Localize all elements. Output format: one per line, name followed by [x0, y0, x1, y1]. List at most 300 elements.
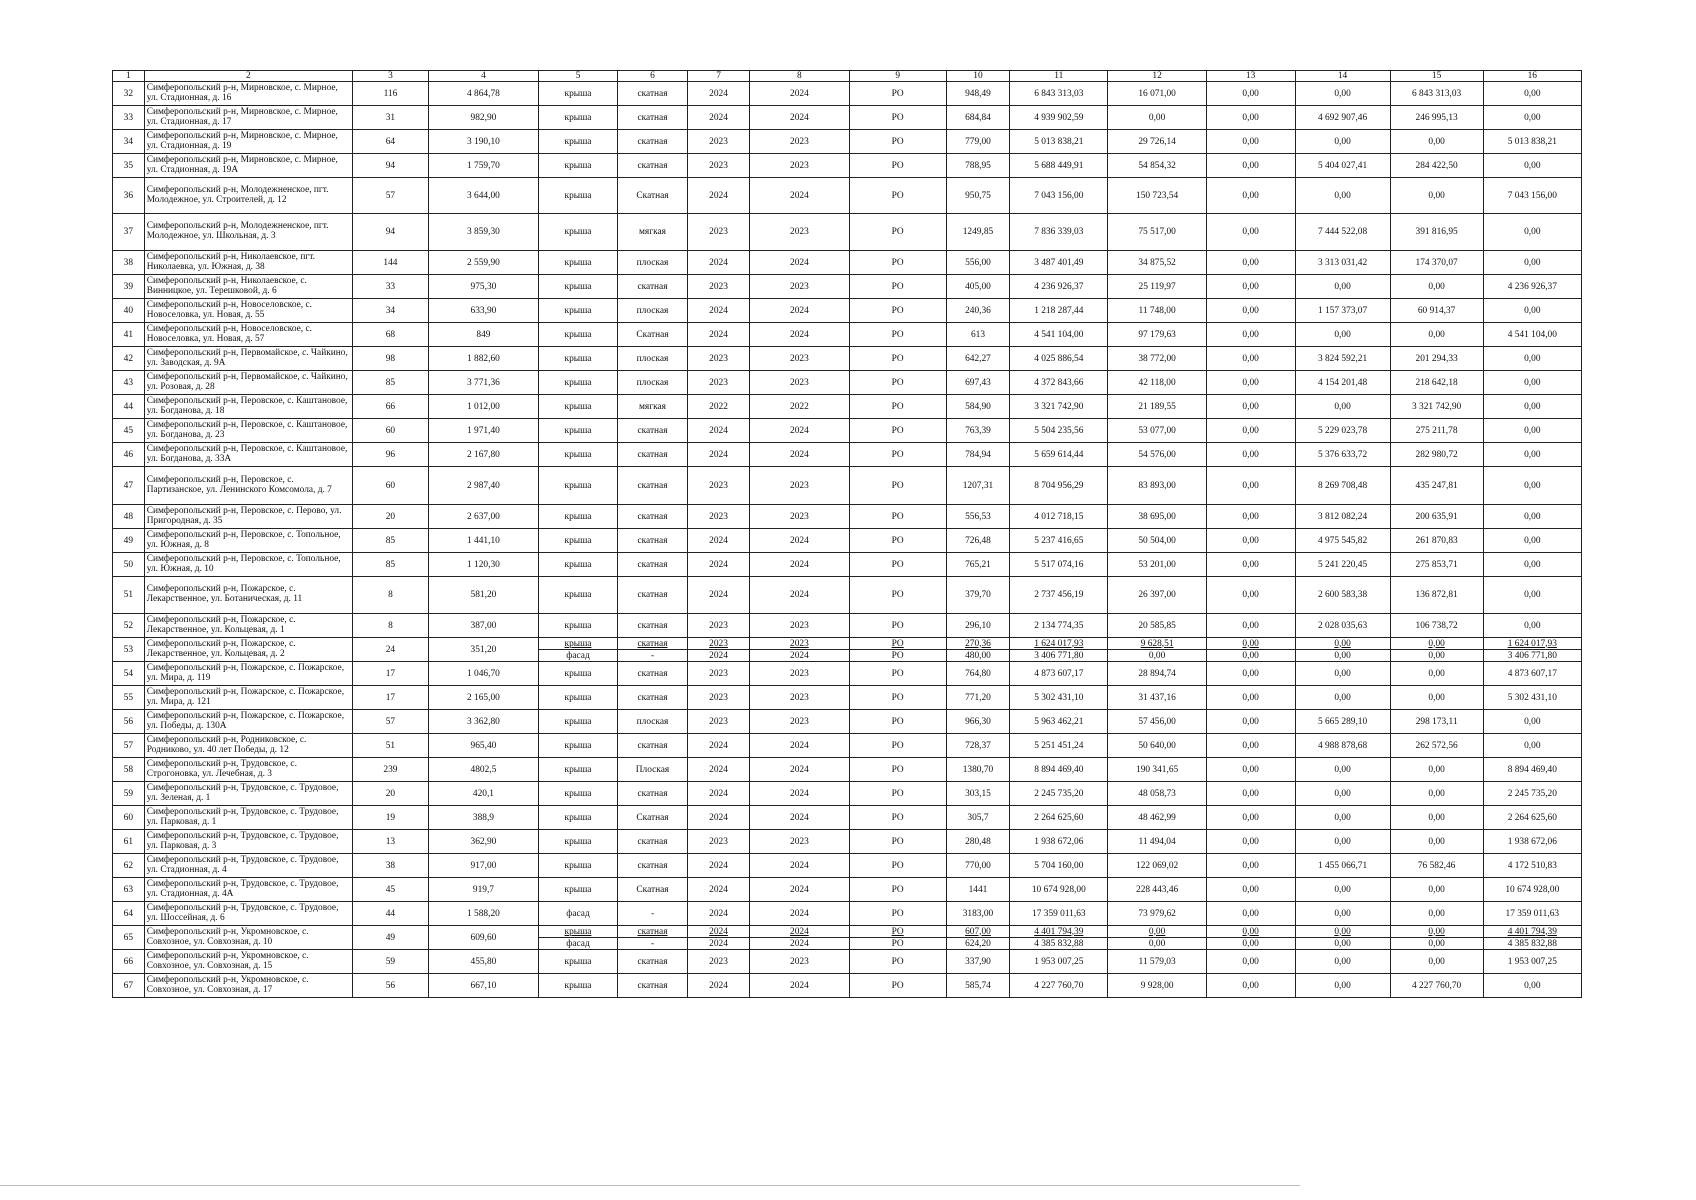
address-cell: Симферопольский р-н, Мирновское, с. Мирное, ул. Стадионная, д. 17 — [144, 106, 352, 130]
table-cell: РО — [849, 130, 946, 154]
table-cell: 2023 — [687, 662, 749, 686]
address-cell: Симферопольский р-н, Пожарское, с. Лекарственное, ул. Ботаническая, д. 11 — [144, 577, 352, 614]
table-cell: 0,00 — [1295, 686, 1390, 710]
roof-subrow-value: 4 401 794,39 — [1034, 926, 1084, 937]
table-cell: 455,80 — [428, 950, 538, 974]
table-cell: 3 313 031,42 — [1295, 251, 1390, 275]
table-cell: 2024 — [687, 577, 749, 614]
column-number-cell: 3 — [352, 71, 428, 82]
table-cell: скатная — [618, 443, 688, 467]
table-cell: 1 441,10 — [428, 529, 538, 553]
table-cell: 788,95 — [946, 154, 1009, 178]
table-cell: 85 — [352, 371, 428, 395]
table-cell: 34 875,52 — [1108, 251, 1206, 275]
table-cell: РО — [849, 878, 946, 902]
table-row — [113, 758, 1582, 782]
table-cell: 218 642,18 — [1390, 371, 1483, 395]
table-row — [113, 395, 1582, 419]
table-row — [113, 154, 1582, 178]
table-cell: 2023 — [687, 710, 749, 734]
table-cell: 0,00 — [1295, 395, 1390, 419]
table-row — [113, 419, 1582, 443]
table-cell: 19 — [352, 806, 428, 830]
table-cell: 5 688 449,91 — [1010, 154, 1108, 178]
table-cell: РО — [849, 214, 946, 251]
table-cell: 246 995,13 — [1390, 106, 1483, 130]
table-cell: 965,40 — [428, 734, 538, 758]
table-cell: 94 — [352, 214, 428, 251]
column-number-cell: 13 — [1206, 71, 1295, 82]
address-cell: Симферопольский р-н, Мирновское, с. Мирное, ул. Стадионная, д. 16 — [144, 82, 352, 106]
table-cell: 44 — [352, 902, 428, 926]
table-cell: 642,27 — [946, 347, 1009, 371]
table-cell: РО — [849, 299, 946, 323]
table-cell: скатная — [618, 974, 688, 998]
table-cell: фасад — [538, 902, 617, 926]
roof-subrow-value: 0,00 — [1334, 926, 1351, 937]
table-cell: 59 — [352, 950, 428, 974]
address-cell: Симферопольский р-н, Укромновское, с. Совхозное, ул. Совхозная, д. 10 — [144, 926, 352, 950]
table-cell: 556,53 — [946, 505, 1009, 529]
table-cell: крыша — [538, 830, 617, 854]
table-cell: 94 — [352, 154, 428, 178]
table-cell: 2023 — [687, 950, 749, 974]
table-cell: 38 772,00 — [1108, 347, 1206, 371]
table-row — [113, 806, 1582, 830]
table-cell: 2023 — [750, 710, 849, 734]
table-cell: 2024 — [750, 878, 849, 902]
table-cell: крыша — [538, 467, 617, 505]
table-cell: 2024 — [750, 323, 849, 347]
table-cell: 33 — [113, 106, 145, 130]
table-cell: 56 — [352, 974, 428, 998]
table-cell: 239 — [352, 758, 428, 782]
split-cell — [538, 638, 617, 662]
split-cell — [1483, 638, 1581, 662]
table-cell: 728,37 — [946, 734, 1009, 758]
table-cell: 379,70 — [946, 577, 1009, 614]
table-cell: 83 893,00 — [1108, 467, 1206, 505]
table-cell: 20 — [352, 505, 428, 529]
table-cell: 4 025 886,54 — [1010, 347, 1108, 371]
table-row — [113, 734, 1582, 758]
table-cell: крыша — [538, 347, 617, 371]
table-cell: 0,00 — [1206, 974, 1295, 998]
column-number-cell: 9 — [849, 71, 946, 82]
table-cell: 37 — [113, 214, 145, 251]
table-cell: 0,00 — [1483, 974, 1581, 998]
table-cell: 2024 — [687, 854, 749, 878]
table-cell: 284 422,50 — [1390, 154, 1483, 178]
table-cell: 2024 — [687, 806, 749, 830]
table-cell: 2023 — [750, 614, 849, 638]
table-cell: 57 456,00 — [1108, 710, 1206, 734]
address-cell: Симферопольский р-н, Перовское, с. Топольное, ул. Южная, д. 10 — [144, 553, 352, 577]
table-cell: 2023 — [750, 347, 849, 371]
table-cell: РО — [849, 443, 946, 467]
table-cell: 66 — [352, 395, 428, 419]
table-cell: 765,21 — [946, 553, 1009, 577]
table-cell: 3 321 742,90 — [1010, 395, 1108, 419]
table-cell: 0,00 — [1206, 758, 1295, 782]
table-cell: 275 853,71 — [1390, 553, 1483, 577]
table-cell: крыша — [538, 299, 617, 323]
table-cell: крыша — [538, 251, 617, 275]
table-cell: 2023 — [687, 505, 749, 529]
table-cell: крыша — [538, 505, 617, 529]
table-cell: крыша — [538, 154, 617, 178]
table-cell: скатная — [618, 529, 688, 553]
table-cell: 26 397,00 — [1108, 577, 1206, 614]
table-cell: 0,00 — [1206, 950, 1295, 974]
table-cell: 303,15 — [946, 782, 1009, 806]
table-row — [113, 178, 1582, 214]
table-cell: 0,00 — [1295, 830, 1390, 854]
table-cell: 190 341,65 — [1108, 758, 1206, 782]
table-cell: 0,00 — [1390, 902, 1483, 926]
table-cell: 0,00 — [1206, 419, 1295, 443]
table-cell: крыша — [538, 82, 617, 106]
table-cell: 435 247,81 — [1390, 467, 1483, 505]
table-cell: 2023 — [687, 686, 749, 710]
table-cell: Скатная — [618, 878, 688, 902]
table-cell: 0,00 — [1206, 106, 1295, 130]
table-cell: 0,00 — [1295, 878, 1390, 902]
table-cell: 337,90 — [946, 950, 1009, 974]
table-cell: крыша — [538, 758, 617, 782]
table-cell: 0,00 — [1206, 830, 1295, 854]
split-cell — [618, 638, 688, 662]
table-cell: 3 812 082,24 — [1295, 505, 1390, 529]
table-cell: крыша — [538, 395, 617, 419]
table-cell: 2024 — [750, 178, 849, 214]
table-cell: 47 — [113, 467, 145, 505]
table-cell: 48 — [113, 505, 145, 529]
table-row — [113, 686, 1582, 710]
table-cell: 5 302 431,10 — [1010, 686, 1108, 710]
table-cell: 49 — [113, 529, 145, 553]
table-cell: крыша — [538, 130, 617, 154]
table-cell: 784,94 — [946, 443, 1009, 467]
facade-subrow-value: РО — [850, 649, 946, 661]
split-cell — [618, 926, 688, 950]
table-cell: 3 487 401,49 — [1010, 251, 1108, 275]
table-cell: РО — [849, 734, 946, 758]
address-cell: Симферопольский р-н, Первомайское, с. Чайкино, ул. Розовая, д. 28 — [144, 371, 352, 395]
roof-subrow-value: 0,00 — [1148, 926, 1166, 937]
table-cell: 59 — [113, 782, 145, 806]
table-cell: 351,20 — [428, 638, 538, 662]
table-cell: 2023 — [750, 275, 849, 299]
table-cell: 0,00 — [1483, 529, 1581, 553]
roof-subrow-value: 1 624 017,93 — [1034, 638, 1084, 649]
table-cell: РО — [849, 974, 946, 998]
table-cell: 2024 — [750, 529, 849, 553]
table-cell: крыша — [538, 734, 617, 758]
table-cell: Скатная — [618, 806, 688, 830]
table-cell: скатная — [618, 782, 688, 806]
table-cell: крыша — [538, 419, 617, 443]
table-cell: 697,43 — [946, 371, 1009, 395]
address-cell: Симферопольский р-н, Пожарское, с. Лекарственное, ул. Кольцевая, д. 2 — [144, 638, 352, 662]
facade-subrow-value: 0,00 — [1296, 937, 1390, 949]
table-cell: РО — [849, 251, 946, 275]
table-cell: скатная — [618, 82, 688, 106]
table-cell: 2024 — [687, 419, 749, 443]
table-cell: крыша — [538, 710, 617, 734]
table-cell: 0,00 — [1206, 251, 1295, 275]
table-cell: 42 — [113, 347, 145, 371]
table-cell: 60 — [352, 467, 428, 505]
table-cell: 0,00 — [1206, 902, 1295, 926]
table-cell: 2 245 735,20 — [1483, 782, 1581, 806]
table-cell: мягкая — [618, 214, 688, 251]
table-cell: 298 173,11 — [1390, 710, 1483, 734]
table-cell: 0,00 — [1390, 275, 1483, 299]
table-cell: 52 — [113, 614, 145, 638]
table-cell: 8 894 469,40 — [1483, 758, 1581, 782]
address-cell: Симферопольский р-н, Трудовское, с. Трудовое, ул. Шоссейная, д. 6 — [144, 902, 352, 926]
table-cell: 771,20 — [946, 686, 1009, 710]
table-cell: 975,30 — [428, 275, 538, 299]
facade-subrow-value: 3 406 771,80 — [1010, 649, 1107, 661]
split-cell — [1010, 926, 1108, 950]
facade-subrow-value: 2024 — [750, 937, 848, 949]
table-cell: 2024 — [750, 974, 849, 998]
table-cell: 0,00 — [1390, 878, 1483, 902]
table-cell: 2024 — [750, 419, 849, 443]
table-cell: 2023 — [687, 371, 749, 395]
table-cell: 25 119,97 — [1108, 275, 1206, 299]
table-cell: 0,00 — [1206, 553, 1295, 577]
table-cell: 296,10 — [946, 614, 1009, 638]
table-cell: крыша — [538, 782, 617, 806]
table-cell: 0,00 — [1206, 395, 1295, 419]
roof-subrow-value: 2023 — [709, 638, 728, 649]
table-cell: 17 — [352, 686, 428, 710]
table-cell: 4 227 760,70 — [1390, 974, 1483, 998]
roof-subrow-value: 270,36 — [965, 638, 991, 649]
address-cell: Симферопольский р-н, Укромновское, с. Совхозное, ул. Совхозная, д. 15 — [144, 950, 352, 974]
roof-subrow-value: 0,00 — [1334, 638, 1351, 649]
table-cell: 17 359 011,63 — [1483, 902, 1581, 926]
table-cell: 2024 — [750, 758, 849, 782]
table-cell: 7 836 339,03 — [1010, 214, 1108, 251]
address-cell: Симферопольский р-н, Мирновское, с. Мирное, ул. Стадионная, д. 19А — [144, 154, 352, 178]
table-row — [113, 782, 1582, 806]
table-cell: крыша — [538, 950, 617, 974]
table-cell: 919,7 — [428, 878, 538, 902]
split-cell — [1295, 638, 1390, 662]
split-cell — [750, 638, 849, 662]
table-cell: 0,00 — [1390, 782, 1483, 806]
table-cell: 2024 — [750, 902, 849, 926]
roof-subrow-value: 4 401 794,39 — [1507, 926, 1557, 937]
table-cell: 2023 — [687, 830, 749, 854]
table-cell: 1 120,30 — [428, 553, 538, 577]
table-cell: 261 870,83 — [1390, 529, 1483, 553]
table-cell: 0,00 — [1206, 662, 1295, 686]
table-cell: 8 894 469,40 — [1010, 758, 1108, 782]
facade-subrow-value: фасад — [539, 649, 617, 661]
table-cell: 5 504 235,56 — [1010, 419, 1108, 443]
roof-subrow-value: 607,00 — [965, 926, 991, 937]
table-cell: 0,00 — [1483, 251, 1581, 275]
table-cell: 53 201,00 — [1108, 553, 1206, 577]
table-cell: 613 — [946, 323, 1009, 347]
table-cell: 2024 — [750, 553, 849, 577]
split-cell — [1108, 926, 1206, 950]
table-cell: 38 — [352, 854, 428, 878]
table-cell: 0,00 — [1206, 214, 1295, 251]
table-cell: 0,00 — [1108, 106, 1206, 130]
table-cell: 1 046,70 — [428, 662, 538, 686]
table-cell: РО — [849, 395, 946, 419]
split-cell — [1010, 638, 1108, 662]
table-cell: 5 013 838,21 — [1483, 130, 1581, 154]
facade-subrow-value: 0,00 — [1391, 649, 1483, 661]
column-number-cell: 15 — [1390, 71, 1483, 82]
column-number-cell: 5 — [538, 71, 617, 82]
table-cell: 0,00 — [1206, 154, 1295, 178]
table-cell: 4 541 104,00 — [1483, 323, 1581, 347]
table-cell: 3 644,00 — [428, 178, 538, 214]
address-cell: Симферопольский р-н, Николаевское, пгт. Николаевка, ул. Южная, д. 38 — [144, 251, 352, 275]
table-cell: 2024 — [750, 782, 849, 806]
table-cell: 44 — [113, 395, 145, 419]
table-cell: скатная — [618, 950, 688, 974]
table-cell: крыша — [538, 974, 617, 998]
table-cell: 2 264 625,60 — [1010, 806, 1108, 830]
table-cell: 2024 — [687, 902, 749, 926]
facade-subrow-value: 3 406 771,80 — [1484, 649, 1581, 661]
split-cell — [1206, 638, 1295, 662]
address-cell: Симферопольский р-н, Пожарское, с. Лекарственное, ул. Кольцевая, д. 1 — [144, 614, 352, 638]
table-cell: 1 218 287,44 — [1010, 299, 1108, 323]
table-cell: 60 — [113, 806, 145, 830]
table-cell: 20 585,85 — [1108, 614, 1206, 638]
table-cell: 2024 — [687, 251, 749, 275]
facade-subrow-value: 0,00 — [1391, 937, 1483, 949]
table-cell: 150 723,54 — [1108, 178, 1206, 214]
address-cell: Симферопольский р-н, Новоселовское, с. Новоселовка, ул. Новая, д. 55 — [144, 299, 352, 323]
table-cell: плоская — [618, 299, 688, 323]
table-cell: 53 — [113, 638, 145, 662]
document-sheet — [112, 70, 1582, 998]
address-cell: Симферопольский р-н, Трудовское, с. Трудовое, ул. Зеленая, д. 1 — [144, 782, 352, 806]
roof-subrow-value: 2024 — [709, 926, 728, 937]
split-cell — [1206, 926, 1295, 950]
facade-subrow-value: 4 385 832,88 — [1010, 937, 1107, 949]
table-cell: 5 704 160,00 — [1010, 854, 1108, 878]
table-cell: 1 882,60 — [428, 347, 538, 371]
split-cell — [849, 926, 946, 950]
table-cell: 50 640,00 — [1108, 734, 1206, 758]
table-cell: 282 980,72 — [1390, 443, 1483, 467]
address-cell: Симферопольский р-н, Николаевское, с. Винницкое, ул. Терешковой, д. 6 — [144, 275, 352, 299]
table-cell: 0,00 — [1390, 806, 1483, 830]
table-cell: РО — [849, 553, 946, 577]
table-cell: 280,48 — [946, 830, 1009, 854]
table-cell: 0,00 — [1206, 467, 1295, 505]
table-cell: 2023 — [687, 614, 749, 638]
table-row — [113, 710, 1582, 734]
table-cell: плоская — [618, 710, 688, 734]
table-cell: 31 437,16 — [1108, 686, 1206, 710]
table-cell: скатная — [618, 830, 688, 854]
column-number-cell: 1 — [113, 71, 145, 82]
table-row — [113, 467, 1582, 505]
table-cell: 2 737 456,19 — [1010, 577, 1108, 614]
roof-subrow-value: 0,00 — [1428, 638, 1445, 649]
table-cell: 2024 — [687, 529, 749, 553]
table-cell: 0,00 — [1390, 686, 1483, 710]
table-row — [113, 106, 1582, 130]
table-cell: 68 — [352, 323, 428, 347]
table-cell: 61 — [113, 830, 145, 854]
table-cell: 3 771,36 — [428, 371, 538, 395]
table-cell: 5 302 431,10 — [1483, 686, 1581, 710]
table-cell: 420,1 — [428, 782, 538, 806]
table-cell: 0,00 — [1206, 347, 1295, 371]
table-cell: крыша — [538, 106, 617, 130]
table-row — [113, 854, 1582, 878]
table-cell: Плоская — [618, 758, 688, 782]
table-cell: 2023 — [687, 214, 749, 251]
table-cell: 6 843 313,03 — [1010, 82, 1108, 106]
split-cell — [750, 926, 849, 950]
address-cell: Симферопольский р-н, Молодежненское, пгт. Молодежное, ул. Школьная, д. 3 — [144, 214, 352, 251]
table-cell: 609,60 — [428, 926, 538, 950]
address-cell: Симферопольский р-н, Новоселовское, с. Новоселовка, ул. Новая, д. 57 — [144, 323, 352, 347]
table-cell: 0,00 — [1483, 347, 1581, 371]
table-cell: скатная — [618, 553, 688, 577]
table-cell: 2 165,00 — [428, 686, 538, 710]
address-cell: Симферопольский р-н, Трудовское, с. Трудовое, ул. Парковая, д. 3 — [144, 830, 352, 854]
table-cell: скатная — [618, 130, 688, 154]
table-cell: 0,00 — [1295, 758, 1390, 782]
table-cell: 0,00 — [1295, 275, 1390, 299]
table-cell: 20 — [352, 782, 428, 806]
facade-subrow-value: 2024 — [750, 649, 848, 661]
table-cell: 764,80 — [946, 662, 1009, 686]
table-cell: 362,90 — [428, 830, 538, 854]
address-cell: Симферопольский р-н, Молодежненское, пгт. Молодежное, ул. Строителей, д. 12 — [144, 178, 352, 214]
table-cell: 3 824 592,21 — [1295, 347, 1390, 371]
table-cell: 2024 — [750, 854, 849, 878]
table-cell: плоская — [618, 251, 688, 275]
table-cell: 0,00 — [1390, 950, 1483, 974]
table-cell: скатная — [618, 467, 688, 505]
table-cell: 2023 — [750, 154, 849, 178]
address-cell: Симферопольский р-н, Трудовское, с. Строгоновка, ул. Лечебная, д. 3 — [144, 758, 352, 782]
table-cell: 49 — [352, 926, 428, 950]
repair-schedule-table — [112, 70, 1582, 998]
table-cell: 4 236 926,37 — [1010, 275, 1108, 299]
table-cell: крыша — [538, 686, 617, 710]
address-cell: Симферопольский р-н, Перовское, с. Каштановое, ул. Богданова, д. 23 — [144, 419, 352, 443]
table-cell: 2023 — [750, 467, 849, 505]
table-cell: 0,00 — [1206, 371, 1295, 395]
table-cell: РО — [849, 577, 946, 614]
table-cell: 50 504,00 — [1108, 529, 1206, 553]
roof-subrow-value: РО — [891, 638, 904, 649]
table-cell: РО — [849, 854, 946, 878]
table-cell: 2023 — [687, 275, 749, 299]
table-cell: 96 — [352, 443, 428, 467]
roof-subrow-value: 2023 — [790, 638, 809, 649]
table-cell: 0,00 — [1206, 710, 1295, 734]
